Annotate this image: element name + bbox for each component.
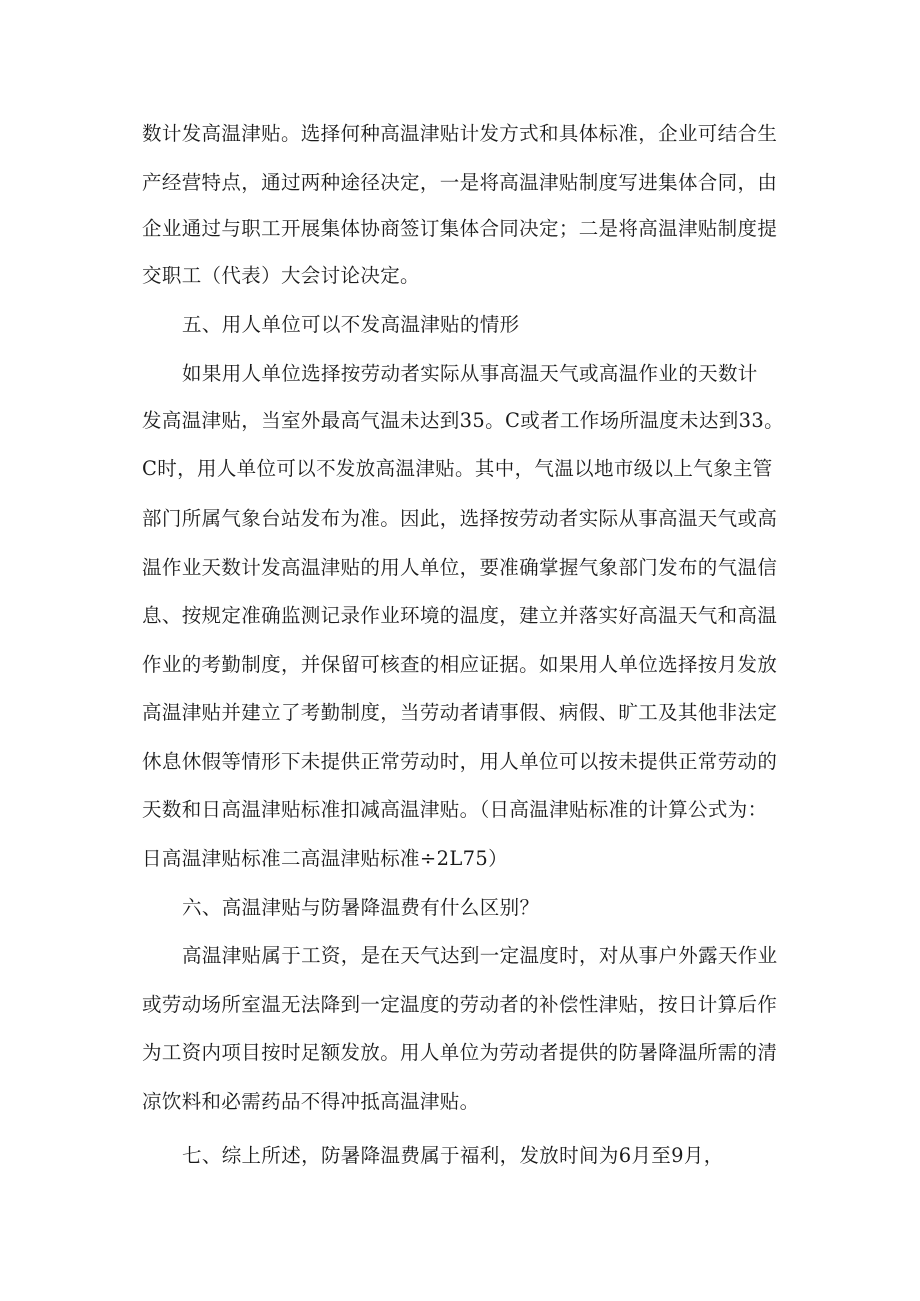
section-heading: 六、高温津贴与防暑降温费有什么区别？ [182,896,540,919]
paragraph-line: 或劳动场所室温无法降到一定温度的劳动者的补偿性津贴，按日计算后作 [142,993,778,1016]
paragraph-line: 交职工（代表）大会讨论决定。 [142,264,420,287]
section-heading: 五、用人单位可以不发高温津贴的情形 [182,313,520,336]
paragraph-line: 温作业天数计发高温津贴的用人单位，要准确掌握气象部门发布的气温信 [142,556,778,579]
paragraph-line: C时，用人单位可以不发放高温津贴。其中，气温以地市级以上气象主管 [142,457,773,480]
paragraph-line: 为工资内项目按时足额发放。用人单位为劳动者提供的防暑降温所需的清 [142,1041,778,1064]
paragraph-line: 休息休假等情形下未提供正常劳动时，用人单位可以按未提供正常劳动的 [142,750,778,773]
paragraph-line: 发高温津贴，当室外最高气温未达到35。C或者工作场所温度未达到33。 [142,409,784,432]
formula-line: 日高温津贴标准二高温津贴标准÷2L75） [142,847,509,870]
paragraph-line: 息、按规定准确监测记录作业环境的温度，建立并落实好高温天气和高温 [142,604,778,627]
paragraph-line: 作业的考勤制度，并保留可核查的相应证据。如果用人单位选择按月发放 [142,653,778,676]
paragraph-line: 产经营特点，通过两种途径决定，一是将高温津贴制度写进集体合同，由 [142,171,778,194]
section-heading: 七、综上所述，防暑降温费属于福利，发放时间为6月至9月， [182,1144,724,1167]
paragraph-line: 高温津贴并建立了考勤制度，当劳动者请事假、病假、旷工及其他非法定 [142,701,778,724]
paragraph-line: 凉饮料和必需药品不得冲抵高温津贴。 [142,1090,480,1113]
paragraph-line: 部门所属气象台站发布为准。因此，选择按劳动者实际从事高温天气或高 [142,507,778,530]
paragraph-line: 天数和日高温津贴标准扣减高温津贴。（日高温津贴标准的计算公式为： [142,798,768,821]
paragraph-line: 企业通过与职工开展集体协商签订集体合同决定；二是将高温津贴制度提 [142,217,778,240]
paragraph-line: 高温津贴属于工资，是在天气达到一定温度时，对从事户外露天作业 [182,944,778,967]
paragraph-line: 如果用人单位选择按劳动者实际从事高温天气或高温作业的天数计 [182,362,758,385]
paragraph-line: 数计发高温津贴。选择何种高温津贴计发方式和具体标准，企业可结合生 [142,122,778,145]
